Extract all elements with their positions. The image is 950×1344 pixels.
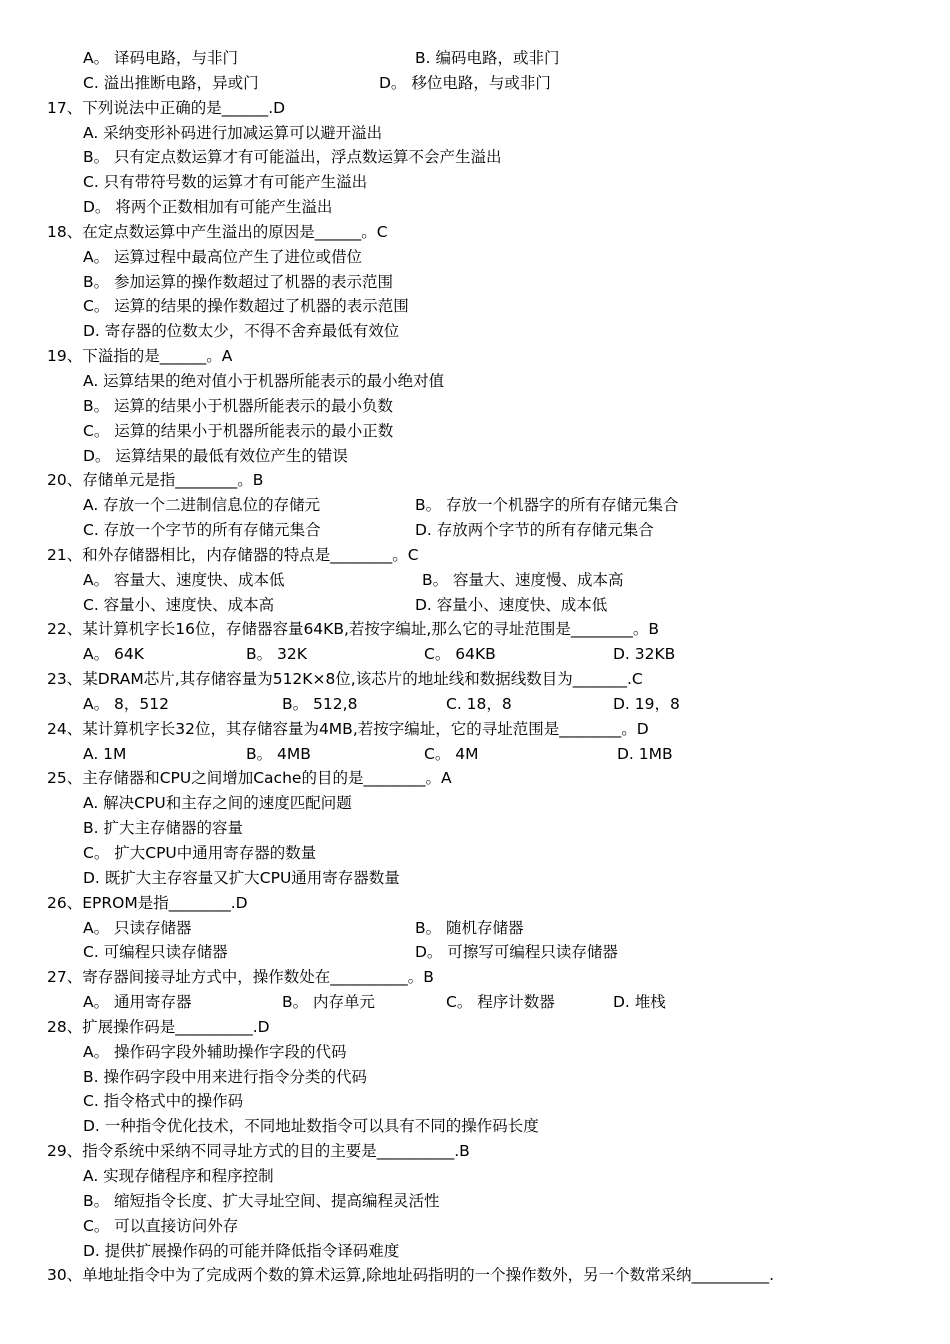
- option-row: [0, 990, 950, 1015]
- option-text: B。 32K: [246, 645, 307, 664]
- option-text: A。 只读存储器: [83, 918, 192, 937]
- option-text: D。 运算结果的最低有效位产生的错误: [83, 446, 348, 465]
- option-row: [0, 916, 950, 941]
- option-text: B。 容量大、速度慢、成本高: [422, 570, 624, 589]
- question-stem: 22、某计算机字长16位，存储器容量64KB,若按字编址,那么它的寻址范围是________。B: [47, 620, 659, 639]
- option-text: A。 操作码字段外辅助操作字段的代码: [83, 1042, 347, 1061]
- exam-page: [0, 46, 950, 1288]
- question-stem: 25、主存储器和CPU之间增加Cache的目的是________。A: [47, 769, 452, 788]
- option-text: D。 可擦写可编程只读存储器: [415, 943, 618, 962]
- option-text: C. 只有带符号数的运算才有可能产生溢出: [83, 173, 368, 192]
- option-text: B. 扩大主存储器的容量: [83, 819, 243, 838]
- option-text: D。 移位电路，与或非门: [379, 73, 551, 92]
- option-text: D. 存放两个字节的所有存储元集合: [415, 521, 654, 540]
- option-text: B。 参加运算的操作数超过了机器的表示范围: [83, 272, 394, 291]
- option-row: [0, 46, 950, 71]
- question-stem: 18、在定点数运算中产生溢出的原因是______。C: [47, 222, 388, 241]
- question-stem: 28、扩展操作码是__________.D: [47, 1017, 270, 1036]
- option-row: [0, 742, 950, 767]
- option-text: D. 提供扩展操作码的可能并降低指令译码难度: [83, 1241, 400, 1260]
- option-text: A. 运算结果的绝对值小于机器所能表示的最小绝对值: [83, 371, 445, 390]
- question-stem: 19、下溢指的是______。A: [47, 347, 233, 366]
- option-text: B。 随机存储器: [415, 918, 524, 937]
- option-text: C。 可以直接访问外存: [83, 1216, 239, 1235]
- option-text: C. 可编程只读存储器: [83, 943, 228, 962]
- option-text: A. 采纳变形补码进行加减运算可以避开溢出: [83, 123, 383, 142]
- option-text: B。 只有定点数运算才有可能溢出，浮点数运算不会产生溢出: [83, 148, 502, 167]
- option-text: C. 18，8: [446, 694, 512, 713]
- question-stem: 21、和外存储器相比，内存储器的特点是________。C: [47, 545, 419, 564]
- option-text: D. 堆栈: [613, 993, 666, 1012]
- option-text: C。 程序计数器: [446, 993, 555, 1012]
- option-text: D. 容量小、速度快、成本低: [415, 595, 608, 614]
- option-text: D. 寄存器的位数太少，不得不舍弃最低有效位: [83, 322, 400, 341]
- option-text: C. 容量小、速度快、成本高: [83, 595, 275, 614]
- question-stem: 24、某计算机字长32位，其存储容量为4MB,若按字编址，它的寻址范围是________。D: [47, 719, 649, 738]
- option-text: D. 既扩大主存容量又扩大CPU通用寄存器数量: [83, 868, 400, 887]
- option-text: B. 编码电路，或非门: [415, 49, 560, 67]
- option-text: A。 运算过程中最高位产生了进位或借位: [83, 247, 363, 266]
- option-text: D. 一种指令优化技术，不同地址数指令可以具有不同的操作码长度: [83, 1117, 539, 1136]
- option-text: C。 4M: [424, 744, 479, 763]
- option-text: C. 指令格式中的操作码: [83, 1092, 244, 1111]
- option-row: [0, 71, 950, 96]
- option-text: D。 将两个正数相加有可能产生溢出: [83, 198, 333, 217]
- option-row: [0, 692, 950, 717]
- option-text: B. 操作码字段中用来进行指令分类的代码: [83, 1067, 367, 1086]
- question-stem: 29、指令系统中采纳不同寻址方式的目的主要是__________.B: [47, 1142, 470, 1161]
- option-text: B。 内存单元: [282, 993, 376, 1012]
- option-row: [0, 493, 950, 518]
- question-stem: 23、某DRAM芯片,其存储容量为512K×8位,该芯片的地址线和数据线数目为_______.C: [47, 670, 643, 689]
- option-row: [0, 940, 950, 965]
- option-row: [0, 518, 950, 543]
- option-text: B。 512,8: [282, 694, 358, 713]
- option-text: B。 缩短指令长度、扩大寻址空间、提高编程灵活性: [83, 1191, 440, 1210]
- option-text: C。 扩大CPU中通用寄存器的数量: [83, 844, 317, 862]
- question-stem: 27、寄存器间接寻址方式中，操作数处在__________。B: [47, 968, 434, 987]
- option-text: D. 1MB: [617, 744, 673, 763]
- option-row: [0, 642, 950, 667]
- option-text: A. 解决CPU和主存之间的速度匹配问题: [83, 794, 352, 813]
- question-stem: 20、存储单元是指________。B: [47, 471, 264, 490]
- option-text: C。 运算的结果小于机器所能表示的最小正数: [83, 421, 394, 440]
- option-text: A. 存放一个二进制信息位的存储元: [83, 496, 321, 515]
- question-stem: 30、单地址指令中为了完成两个数的算术运算,除地址码指明的一个操作数外，另一个数常采纳__________.: [47, 1266, 775, 1285]
- question-stem: 17、下列说法中正确的是______.D: [47, 98, 286, 117]
- option-text: D. 32KB: [613, 645, 676, 664]
- option-text: B。 存放一个机器字的所有存储元集合: [415, 496, 679, 515]
- option-text: D. 19，8: [613, 694, 680, 713]
- option-text: B。 4MB: [246, 744, 311, 763]
- option-text: A. 实现存储程序和程序控制: [83, 1166, 274, 1185]
- option-text: C. 存放一个字节的所有存储元集合: [83, 521, 321, 540]
- option-text: C。 64KB: [424, 645, 496, 664]
- option-text: A。 通用寄存器: [83, 993, 192, 1012]
- option-text: B。 运算的结果小于机器所能表示的最小负数: [83, 396, 394, 415]
- option-row: [0, 593, 950, 618]
- option-text: C. 溢出推断电路，异或门: [83, 73, 259, 92]
- option-row: [0, 568, 950, 593]
- question-stem: 26、EPROM是指________.D: [47, 893, 248, 912]
- option-text: A。 容量大、速度快、成本低: [83, 570, 285, 589]
- option-text: A. 1M: [83, 744, 127, 763]
- option-text: A。 译码电路，与非门: [83, 49, 239, 67]
- option-text: A。 64K: [83, 645, 144, 664]
- option-text: A。 8，512: [83, 694, 169, 713]
- option-text: C。 运算的结果的操作数超过了机器的表示范围: [83, 297, 409, 316]
